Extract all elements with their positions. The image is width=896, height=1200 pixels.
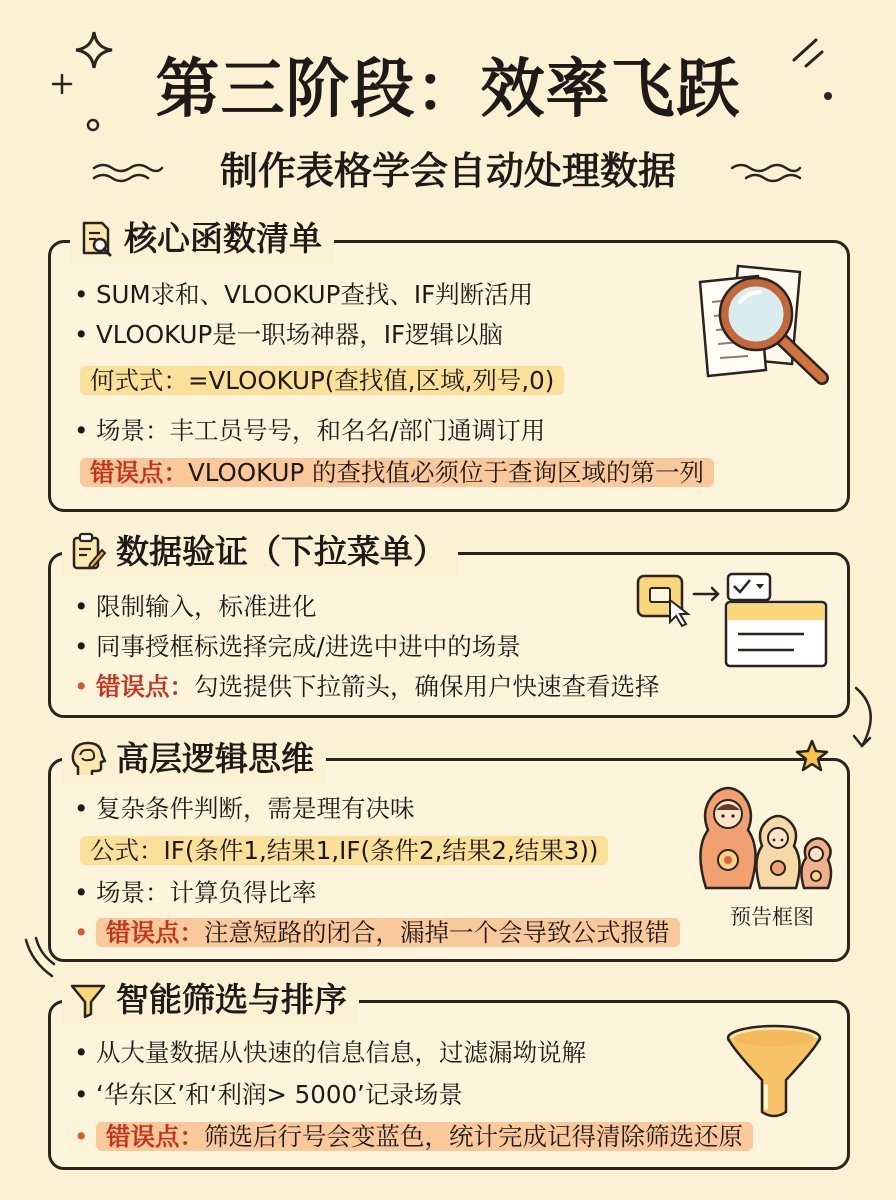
error-highlight: • 错误点：注意短路的闭合，漏掉一个会导致公式报错 (74, 914, 680, 952)
list-item: • 同事授框标选择完成/进选中进中的场景 (74, 632, 521, 661)
heading-underline (354, 240, 370, 243)
section-heading (70, 214, 334, 264)
page-subtitle: 制作表格学会自动处理数据 (219, 149, 676, 193)
list-item: • 复杂条件判断，需是理有决味 (74, 794, 415, 823)
section-heading-label: 智能筛选与排序 (116, 980, 347, 1019)
funnel-icon (68, 980, 108, 1020)
large-funnel-icon (722, 1022, 826, 1122)
list-item: • 限制输入，标准进化 (74, 592, 317, 621)
list-item: • ‘华东区’和‘利润> 5000’记录场景 (74, 1080, 463, 1109)
illustration-caption: 预告框图 (730, 905, 814, 929)
magnifier-documents-icon (694, 262, 834, 390)
document-search-icon (76, 219, 116, 259)
formula-highlight: 公式：IF(条件1,结果1,IF(条件2,结果2,结果3)) (80, 832, 608, 870)
section-heading (62, 527, 458, 577)
dropdown-illustration-icon (634, 570, 834, 670)
section-heading-label: 核心函数清单 (124, 219, 322, 258)
formula-highlight: 何式式：=VLOOKUP(查找值,区域,列号,0) (80, 362, 564, 400)
error-item: • 错误点：勾选提供下拉箭头，确保用户快速查看选择 (74, 672, 660, 701)
curved-arrow-icon (848, 686, 884, 752)
clipboard-edit-icon (68, 532, 108, 572)
star-icon (794, 738, 830, 774)
error-highlight: 错误点：VLOOKUP 的查找值必须位于查询区域的第一列 (80, 454, 714, 492)
section-heading-label: 数据验证（下拉菜单） (116, 532, 446, 571)
nesting-dolls-icon (694, 780, 834, 892)
list-item: • VLOOKUP是一职场神器，IF逻辑以脑 (74, 320, 504, 349)
list-item: • 场景：丰工员号号，和名名/部门通调订用 (74, 416, 546, 445)
section-heading (62, 734, 326, 784)
wave-right-icon (730, 160, 802, 184)
heading-underline (374, 1000, 390, 1003)
list-item: • SUM求和、VLOOKUP查找、IF判断活用 (74, 280, 534, 309)
page-title: 第三阶段：效率飞跃 (155, 53, 741, 127)
list-item: • 从大量数据从快速的信息信息，过滤漏坳说解 (74, 1038, 586, 1067)
head-brain-icon (68, 739, 108, 779)
list-item: • 场景：计算负得比率 (74, 878, 317, 907)
section-heading (62, 975, 359, 1025)
heading-underline (342, 758, 782, 761)
swoosh-lines-icon (22, 936, 58, 980)
section-heading-label: 高层逻辑思维 (116, 739, 314, 778)
error-highlight: • 错误点：筛选后行号会变蓝色，统计完成记得清除筛选还原 (74, 1118, 753, 1156)
heading-underline (468, 552, 484, 555)
